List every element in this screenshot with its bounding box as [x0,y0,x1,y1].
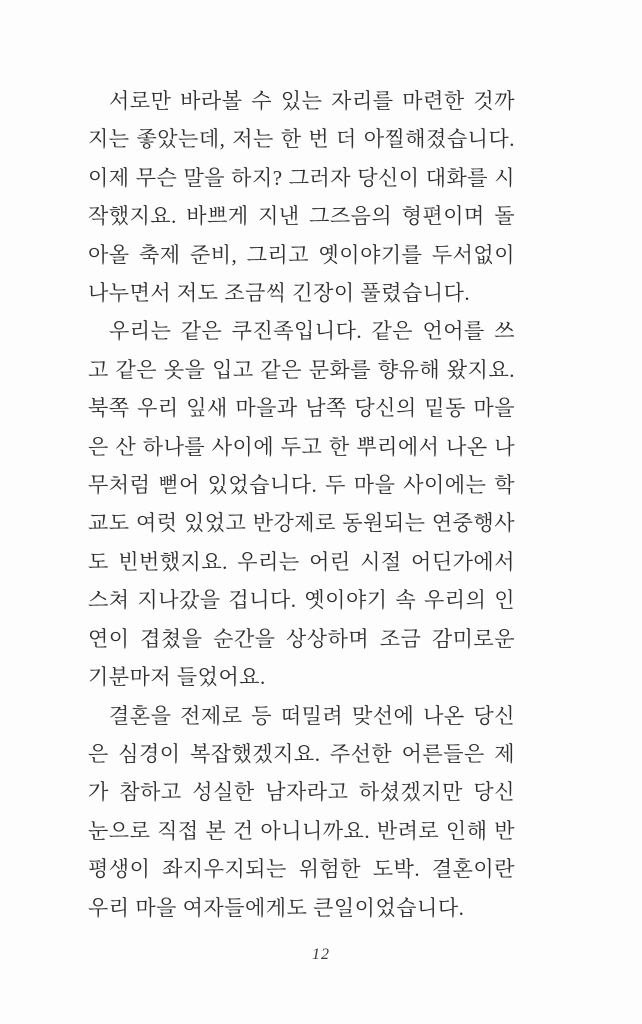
paragraph-2: 우리는 같은 쿠진족입니다. 같은 언어를 쓰고 같은 옷을 입고 같은 문화를 향유해 왔지요. 북쪽 우리 잎새 마을과 남쪽 당신의 밑동 마을은 산 하나를 사이에 두고 한 뿌리에서 나온 나무처럼 뻗어 있었습니다. 두 마을 사이에는 학교도 여럿 있었고 반강제로 동원되는 연중행사도 빈번했지요. 우리는 어린 시절 어딘가에서 스쳐 지나갔을 겁니다. 옛이야기 속 우리의 인연이 겹쳤을 순간을 상상하며 조금 감미로운 기분마저 들었어요. [88,319,515,690]
paragraph-1: 서로만 바라볼 수 있는 자리를 마련한 것까지는 좋았는데, 저는 한 번 더 아찔해졌습니다. 이제 무슨 말을 하지? 그러자 당신이 대화를 시작했지요. 바쁘게 지낸 그즈음의 형편이며 돌아올 축제 준비, 그리고 옛이야기를 두서없이 나누면서 저도 조금씩 긴장이 풀렸습니다. [88,89,515,306]
paragraph-3: 결혼을 전제로 등 떠밀려 맞선에 나온 당신은 심경이 복잡했겠지요. 주선한 어른들은 제가 참하고 성실한 남자라고 하셨겠지만 당신 눈으로 직접 본 건 아니니까요. 반려로 인해 반평생이 좌지우지되는 위험한 도박. 결혼이란 우리 마을 여자들에게도 큰일이었습니다. [88,703,515,920]
body-text [88,82,515,927]
page-number: 12 [312,946,330,963]
